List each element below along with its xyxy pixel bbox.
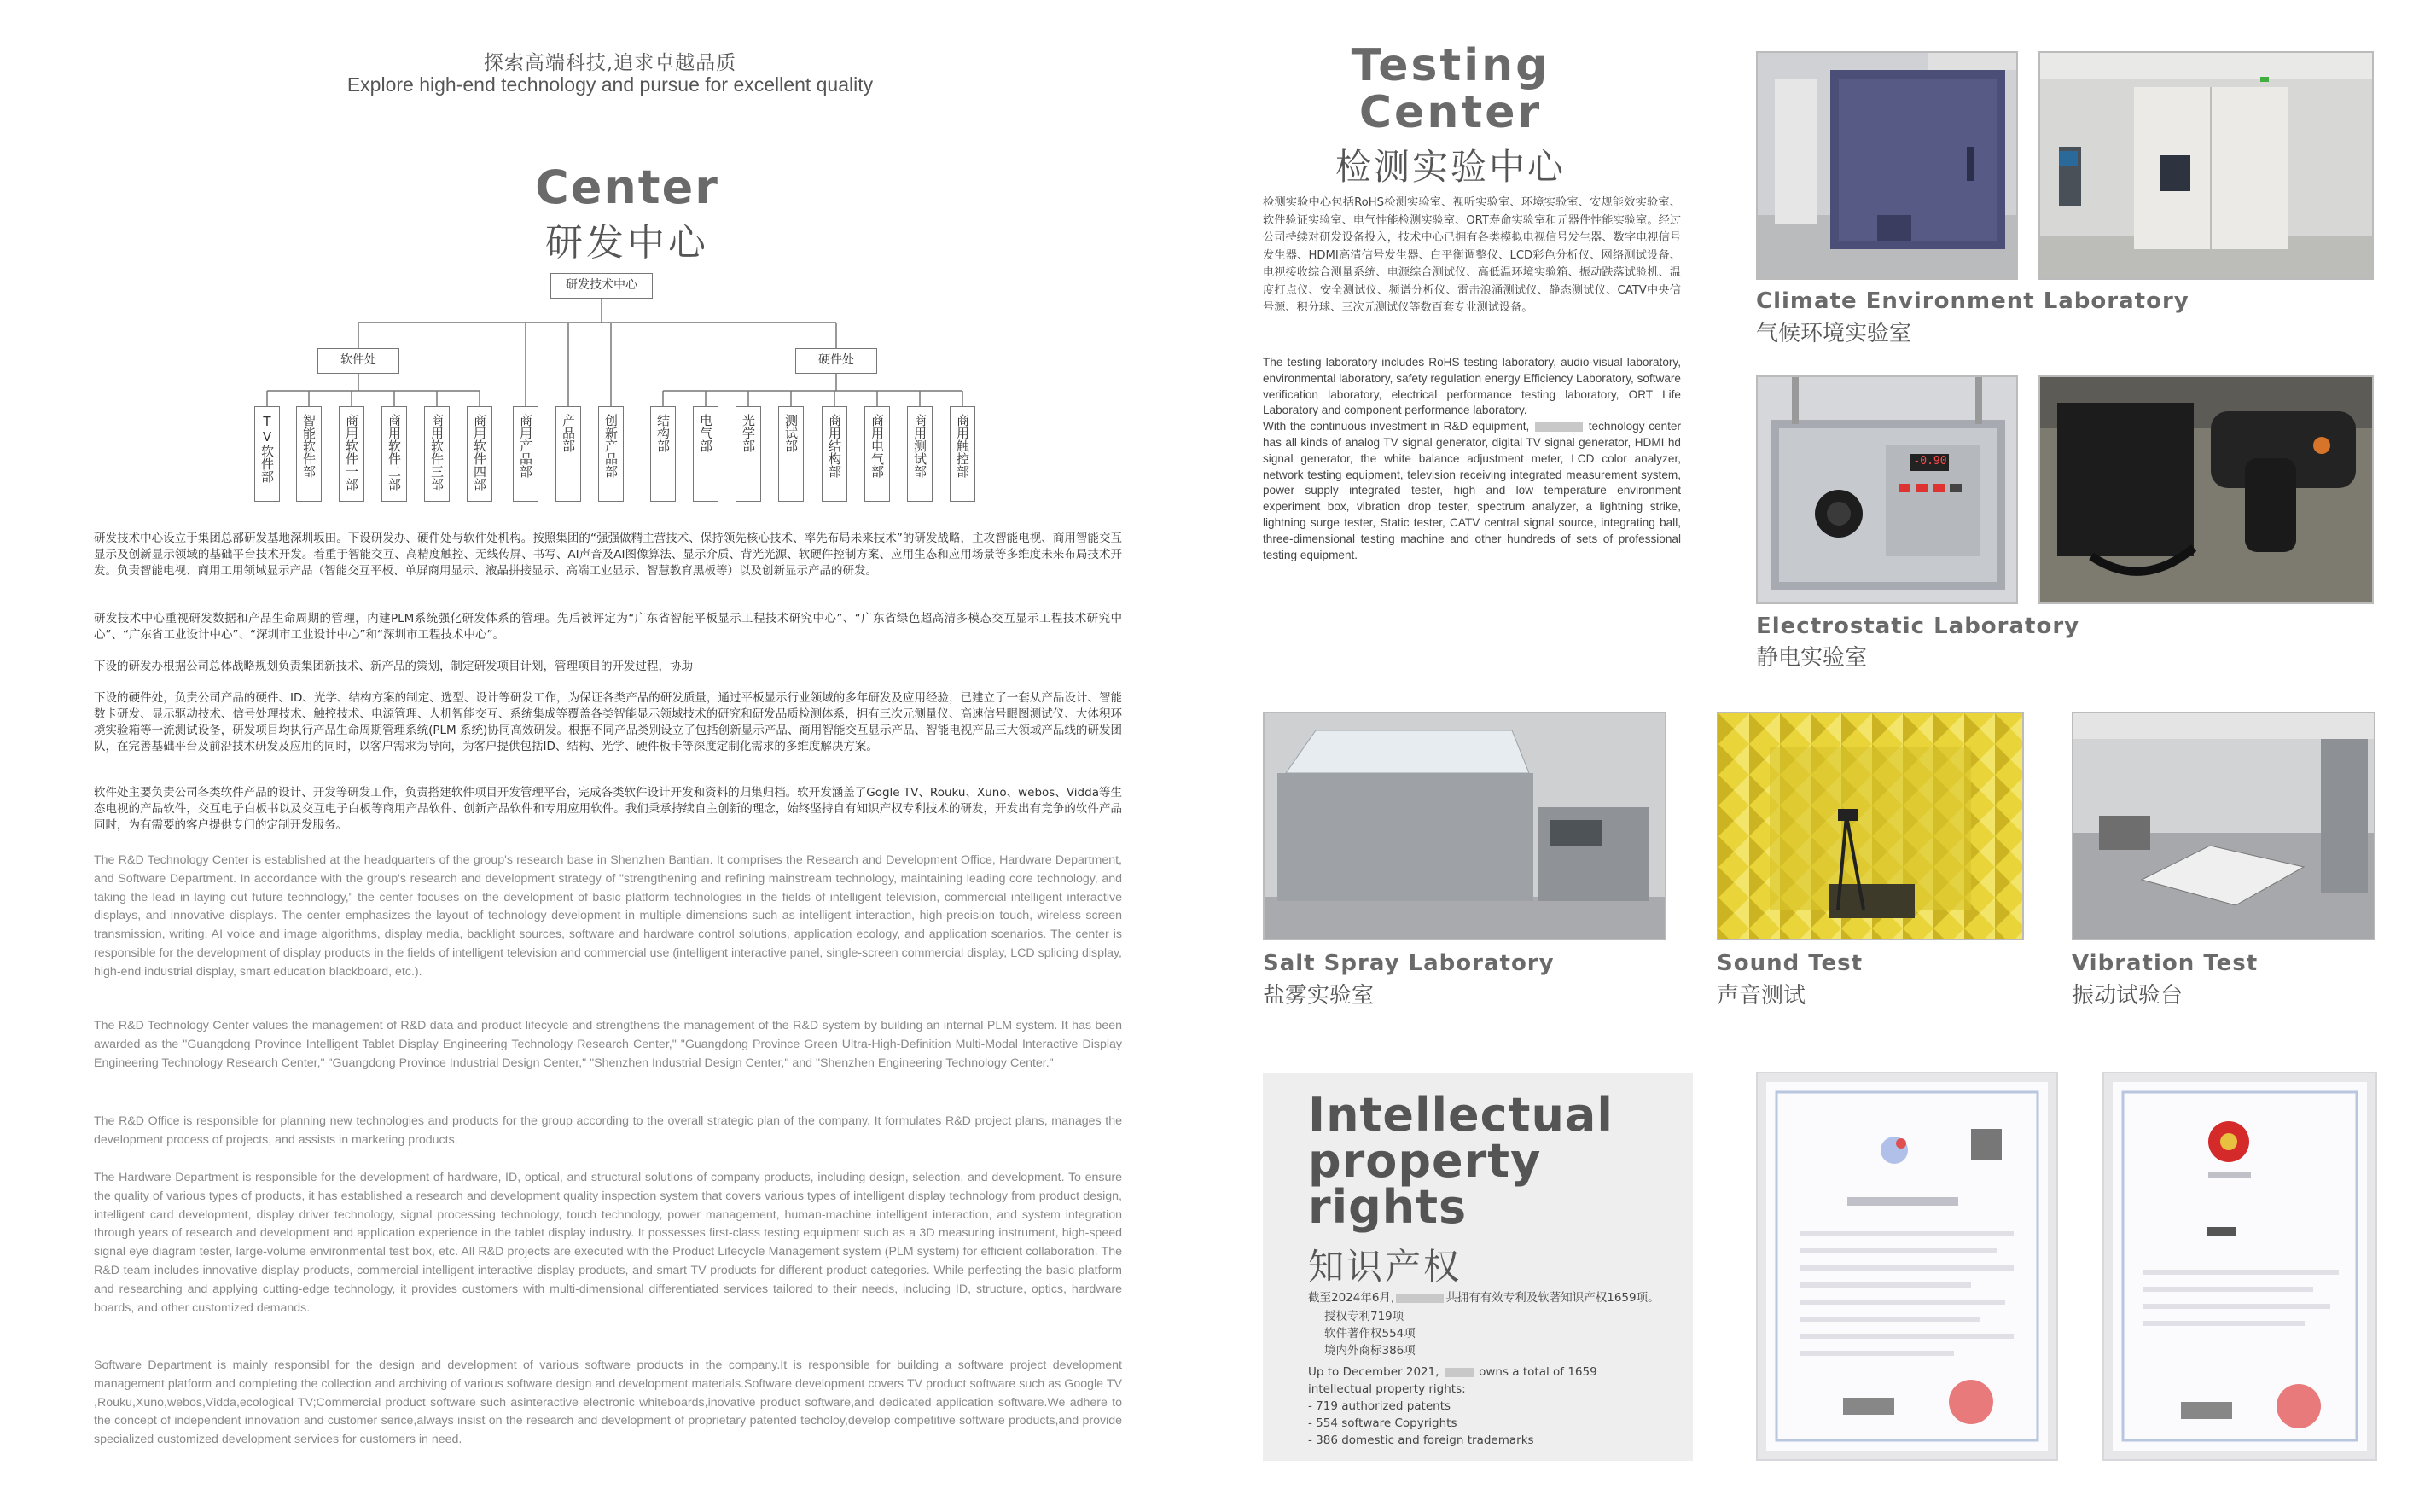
vibration-test-label-cn: 振动试验台 <box>2072 983 2183 1009</box>
en-para-2-rest: technology center has all kinds of analog TV signal generator, digital TV signal generator, HDMI hd signal generator, the white balance adjustment meter, LCD color analyzer, network testing equipment, television receiving integrated measurement system, power supply integrated tester, high and low temperature environment experiment box, vibration drop tester, spectrum analyzer, a lightning strike, lightning surge tester, Static tester, CATV central signal source, integrating ball, three-dimensional testing machine and other hundreds of sets of professional testing equipment. <box>1263 420 1682 561</box>
org-leaf: 电气部 <box>693 406 718 502</box>
org-leaf: TV软件部 <box>254 406 280 502</box>
ip-en-item: - 386 domestic and foreign trademarks <box>1308 1433 1534 1447</box>
ip-en-line1-start: Up to December 2021, <box>1308 1365 1439 1379</box>
en-paragraph: The R&D Technology Center is established at the headquarters of the group's research base in Shenzhen Bantian. It comprises the Research and Development Office, Hardware Department, and Software Department. In accordance with the group's research and development strategy of "strengthening and refining mainstream technology, maintaining leading core technology, and taking the lead in laying out future technology," the center focuses on the development of basic platform technologies in the fields of intelligent television, commercial intelligent interactive displays, and innovative displays. The center emphasizes the layout of technology development in multiple dimensions such as intelligent interaction, high-precision touch, wireless screen transmission, writing, AI voice and image algorithms, display media, backlight sources, software and hardware control solutions, application ecology, and application scenarios. The center is responsible for the development of display products in the fields of intelligent television and commercial use (intelligent interactive panel, single-screen commercial display, LCD splicing display, high-end industrial display, smart education blackboard, etc.). <box>94 853 1122 979</box>
org-leaf: 产品部 <box>555 406 581 502</box>
ip-en-line2: intellectual property rights: <box>1308 1382 1466 1396</box>
ip-en-line1 <box>1308 1364 1683 1381</box>
org-leaf: 商用软件四部 <box>467 406 492 502</box>
climate-chamber-photo-1-illustration <box>1758 53 2016 278</box>
org-leaf: 商用触控部 <box>950 406 975 502</box>
sound-test-photo <box>1717 712 2024 940</box>
sound-test-label-en: Sound Test <box>1717 951 1864 976</box>
cn-paragraph: 下设的研发办根据公司总体战略规划负责集团新技术、新产品的策划，制定研发项目计划，管理项目的开发过程，协助 <box>94 660 693 673</box>
testing-center-en-para-2 <box>1263 419 1681 563</box>
climate-chamber-photo-2 <box>2038 51 2374 280</box>
testing-center-title-cn: 检测实验中心 <box>1335 146 1566 188</box>
ip-en-line1-rest: owns a total of 1659 <box>1479 1365 1597 1379</box>
org-leaf: 智能软件部 <box>296 406 322 502</box>
certificate-2-illustration <box>2113 1082 2367 1451</box>
redacted-company-name <box>1535 422 1583 432</box>
sound-test-photo-illustration <box>1718 713 2022 939</box>
org-leaf: 创新产品部 <box>598 406 624 502</box>
salt-spray-photo <box>1263 712 1666 940</box>
org-leaf: 商用软件一部 <box>339 406 364 502</box>
cn-paragraph: 下设的硬件处，负责公司产品的硬件、ID、光学、结构方案的制定、选型、设计等研发工作，为保证各类产品的研发质量，通过平板显示行业领域的多年研发及应用经验，已建立了一套从产品设计、智能数卡研发、显示驱动技术、信号处理技术、触控技术、电源管理、人机智能交互、系统集成等覆盖各类智能显示领域技术的研究和研发品质检测体系，拥有三次元测量仪、高速信号眼图测试仪、大体积环境实验箱等一流测试设备，研发项目均执行产品生命周期管理系统(PLM 系统)协同高效研发。根据不同产品类别设立了包括创新显示产品、商用智能交互显示产品、智能电视产品三大领域产品线的研发团队，在完善基础平台及前沿技术研发及应用的同时，以客户需求为导向，为客户提供包括ID、结构、光学、硬件板卡等深度定制化需求的多维度解决方案。 <box>94 691 1122 753</box>
rd-center-title: Center <box>535 160 719 214</box>
en-paragraph: The R&D Technology Center values the management of R&D data and product lifecycle and strengthens the management of the R&D system by building an internal PLM system. It has been awarded as the "Guangdong Province Intelligent Tablet Display Engineering Technology Research Center," "Guangdong Province Green Ultra-High-Definition Multi-Modal Interactive Display Engineering Technology Research Center," "Guangdong Province Industrial Design Center," "Shenzhen Industrial Design Center," and "Shenzhen Engineering Technology Center." <box>94 1019 1122 1070</box>
org-leaf: 商用产品部 <box>513 406 538 502</box>
esd-tester-photo-illustration <box>1758 377 2016 602</box>
ip-cn-line1-start: 截至2024年6月, <box>1308 1291 1395 1305</box>
sound-test-label-cn: 声音测试 <box>1717 983 1806 1009</box>
org-software-dept: 软件处 <box>317 348 399 374</box>
org-hardware-dept: 硬件处 <box>795 348 877 374</box>
vibration-test-label-en: Vibration Test <box>2072 951 2259 976</box>
salt-spray-photo-illustration <box>1265 713 1665 939</box>
en-para-2-start: With the continuous investment in R&D equipment, <box>1263 420 1530 433</box>
certificate-1-illustration <box>1766 1082 2048 1451</box>
org-leaf: 商用软件二部 <box>381 406 407 502</box>
org-chart <box>247 271 998 502</box>
org-root-node: 研发技术中心 <box>550 273 653 299</box>
ip-cn-item: 境内外商标386项 <box>1324 1344 1416 1358</box>
org-leaf: 光学部 <box>736 406 761 502</box>
testing-center-title-line2: Center <box>1358 87 1543 138</box>
climate-lab-label-en: Climate Environment Laboratory <box>1756 288 2189 314</box>
ip-cn-item: 软件著作权554项 <box>1324 1327 1416 1340</box>
esd-gun-photo <box>2038 375 2374 604</box>
testing-center-cn-para: 检测实验中心包括RoHS检测实验室、视听实验室、环境实验室、安规能效实验室、软件验证实验室、电气性能检测实验室、ORT寿命实验室和元器件性能实验室。经过公司持续对研发设备投入，技术中心已拥有各类模拟电视信号发生器、数字电视信号发生器、HDMI高清信号发生器、白平衡调整仪、LCD彩色分析仪、网络测试设备、电视接收综合测量系统、电源综合测试仪、高低温环境实验箱、振动跌落试验机、温度打点仪、安全测试仪、频谱分析仪、雷击浪涌测试仪、静态测试仪、CATV中央信号源、积分球、三次元测试仪等数百套专业测试设备。 <box>1263 196 1681 314</box>
salt-lab-label-cn: 盐雾实验室 <box>1263 983 1375 1009</box>
esd-lab-label-en: Electrostatic Laboratory <box>1756 614 2080 639</box>
en-paragraph: The R&D Office is responsible for planning new technologies and products for the group according to the overall strategic plan of the company. It formulates R&D project plans, manages the development process of projects, and assists in marketing products. <box>94 1114 1122 1147</box>
ip-title: Intellectual property rights <box>1308 1088 1614 1234</box>
org-leaf: 商用测试部 <box>907 406 933 502</box>
tagline-en: Explore high-end technology and pursue for excellent quality <box>346 73 874 96</box>
redacted-company-name <box>1396 1294 1444 1303</box>
ip-cn-item: 授权专利719项 <box>1324 1310 1404 1323</box>
salt-lab-label-en: Salt Spray Laboratory <box>1263 951 1555 976</box>
climate-chamber-photo-2-illustration <box>2040 53 2372 278</box>
esd-lab-label-cn: 静电实验室 <box>1756 645 1868 671</box>
esd-gun-photo-illustration <box>2040 377 2372 602</box>
testing-center-title <box>1305 40 1596 138</box>
ip-cn-summary <box>1308 1289 1683 1306</box>
testing-center-title-line1: Testing <box>1351 40 1550 91</box>
ip-en-item: - 554 software Copyrights <box>1308 1416 1457 1430</box>
rd-center-title-cn: 研发中心 <box>545 221 709 265</box>
cn-paragraph: 研发技术中心设立于集团总部研发基地深圳坂田。下设研发办、硬件处与软件处机构。按照集团的“强强做精主营技术、保持领先核心技术、率先布局未来技术”的研发战略，主攻智能电视、商用智能交互显示及创新显示领域的基础平台技术开发。着重于智能交互、高精度触控、无线传屏、书写、AI声音及AI图像算法、显示介质、背光光源、软硬件控制方案、应用生态和应用场景等多维度未来布局技术开发。负责智能电视、商用工用领域显示产品（智能交互平板、单屏商用显示、液晶拼接显示、高端工业显示、智慧教育黑板等）以及创新显示产品的研发。 <box>94 532 1122 578</box>
org-leaf: 商用软件三部 <box>424 406 450 502</box>
ip-en-summary <box>1308 1364 1683 1449</box>
climate-chamber-photo-1 <box>1756 51 2018 280</box>
org-leaf: 商用电气部 <box>864 406 890 502</box>
org-leaf: 测试部 <box>778 406 804 502</box>
esd-tester-photo <box>1756 375 2018 604</box>
esd-display-readout: -0.90 <box>1913 455 1947 468</box>
ip-en-item: - 719 authorized patents <box>1308 1399 1451 1413</box>
testing-center-en-para <box>1263 355 1681 563</box>
vibration-test-photo <box>2072 712 2375 940</box>
org-leaf: 商用结构部 <box>822 406 847 502</box>
redacted-company-name <box>1445 1368 1474 1377</box>
vibration-test-photo-illustration <box>2073 713 2374 939</box>
org-leaf: 结构部 <box>650 406 676 502</box>
ip-cn-line1-rest: 共拥有有效专利及软著知识产权1659项。 <box>1445 1291 1660 1305</box>
ip-cn-list <box>1324 1308 1416 1359</box>
en-paragraph: The Hardware Department is responsible for the development of hardware, ID, optical, and structural solutions of company products, including design, selection, and development. To ensure the quality of various types of products, it has established a research and development quality inspection system that covers various types of intelligent display technology from product design, intelligent card development, display driver technology, signal processing technology, touch technology, power management, human-machine intelligent interaction, and system integration through years of research and development and application experience in the tablet display industry. It possesses first-class testing equipment such as a 3D measuring instrument, high-speed signal eye diagram tester, large-volume environmental test box, etc. All R&D projects are executed with the Product Lifecycle Management system (PLM system) for efficient collaboration. The R&D team includes innovative display products, commercial intelligent interactive display products, and smart TV products for different product categories. While perfecting the basic platform and researching and applying cutting-edge technology, it provides customers with multi-dimensional differentiated services tailored to their needs, including ID, structure, optics, hardware boards, and other customized demands. <box>94 1171 1122 1315</box>
tagline-cn: 探索高端科技,追求卓越品质 <box>483 52 737 74</box>
cn-paragraph: 研发技术中心重视研发数据和产品生命周期的管理，内建PLM系统强化研发体系的管理。先后被评定为“广东省智能平板显示工程技术研究中心”、“广东省绿色超高清多模态交互显示工程技术研究中心”、“广东省工业设计中心”、“深圳市工业设计中心”和“深圳市工程技术中心”。 <box>94 612 1122 642</box>
ip-title-cn: 知识产权 <box>1308 1246 1462 1288</box>
en-paragraph: Software Department is mainly responsibl for the design and development of various software products in the company.It is responsible for building a software project development management platform and completing the collection and archiving of various software design and development materials.Software development covers TV product software such as Google TV ,Rouku,Xuno,webos,Vidda,ecological TV;Commercial product software such asinteractive electronic whiteboards,inovative product software,and dedicated application software.We adhere to the concept of independent innovation and customer serice,always insist on the research and development of proprietary patented techoloy,develop competitive software products,and provide specialized customized development services for customers in need. <box>94 1358 1122 1447</box>
cn-paragraph: 软件处主要负责公司各类软件产品的设计、开发等研发工作，负责搭建软件项目开发管理平台，完成各类软件设计开发和资料的归集归档。软开发涵盖了Gogle TV、Rouku、Xuno、webos、Vidda等生态电视的产品软件，交互电子白板书以及交互电子白板等商用产品软件、创新产品软件和专用应用软件。我们秉承持续自主创新的理念，始终坚持自有知识产权专利技术的研发，开发出有竞争的软件产品同时，为有需要的客户提供专门的定制开发服务。 <box>94 786 1122 832</box>
patent-certificate-1 <box>1758 1073 2056 1459</box>
climate-lab-label-cn: 气候环境实验室 <box>1756 321 1912 346</box>
patent-certificate-2 <box>2104 1073 2375 1459</box>
testing-center-en-para-1: The testing laboratory includes RoHS testing laboratory, audio-visual laboratory, environmental laboratory, safety regulation energy Efficiency Laboratory, software verification laboratory, electrical performance testing laboratory, ORT Life Laboratory and component performance laboratory. <box>1263 356 1681 417</box>
